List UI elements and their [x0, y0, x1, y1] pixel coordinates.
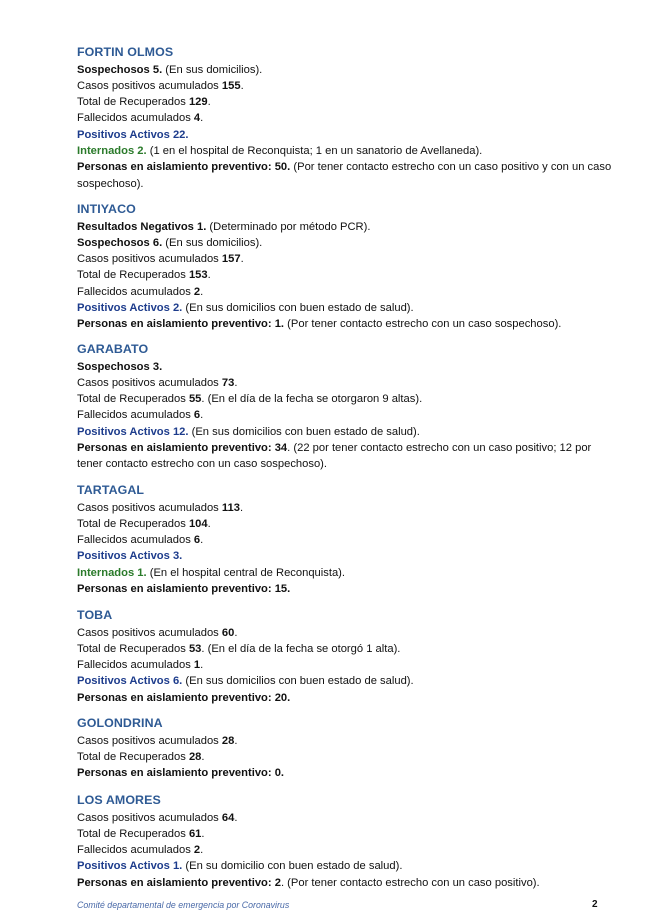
section-heading: TOBA: [77, 608, 113, 622]
stat-line: [77, 94, 617, 110]
footer-text: Comité departamental de emergencia por Coronavirus: [77, 900, 290, 910]
stat-line: [77, 375, 617, 391]
stat-line: [77, 826, 617, 842]
stat-value: 113: [221, 501, 240, 514]
stat-label: Positivos Activos 1.: [77, 860, 183, 873]
stat-label: Fallecidos acumulados: [77, 285, 194, 298]
stat-note: .: [200, 534, 204, 547]
stat-value: 2: [193, 285, 201, 298]
stat-note: .: [201, 827, 205, 840]
stat-line: [77, 440, 617, 473]
stat-line: [77, 733, 617, 749]
stat-value: 4: [193, 112, 201, 125]
stat-line: [77, 858, 617, 874]
stat-line: [77, 749, 617, 765]
section-heading: GARABATO: [77, 342, 149, 356]
section-heading: LOS AMORES: [77, 793, 161, 807]
stat-value: (En sus domicilios).: [162, 236, 263, 249]
stat-value: 129: [188, 96, 208, 109]
stat-line: [77, 532, 617, 548]
stat-line: [77, 300, 617, 316]
stat-note: .: [201, 750, 205, 763]
stat-value: 28: [188, 750, 202, 763]
stat-line: [77, 143, 617, 159]
section-toba: [77, 607, 617, 706]
stat-line: [77, 424, 617, 440]
stat-label: Positivos Activos 3.: [77, 550, 183, 563]
section-intiyaco: [77, 201, 617, 333]
stat-label: Resultados Negativos 1.: [77, 220, 207, 233]
stat-label: Positivos Activos 6.: [77, 675, 183, 688]
section-heading: TARTAGAL: [77, 483, 145, 497]
stat-note: .: [200, 112, 204, 125]
stat-line: [77, 765, 617, 781]
stat-label: Personas en aislamiento preventivo: 2: [77, 876, 281, 889]
section-garabato: [77, 341, 617, 473]
stat-value: (Por tener contacto estrecho con un caso positivo y con un caso sospechoso).: [77, 161, 612, 190]
stat-note: .: [234, 626, 238, 639]
stat-label: Casos positivos acumulados: [77, 253, 222, 266]
stat-note: .: [200, 285, 204, 298]
stat-value: (En su domicilio con buen estado de salud).: [182, 860, 403, 873]
stat-line: [77, 284, 617, 300]
stat-value: (En sus domicilios con buen estado de salud).: [182, 675, 414, 688]
stat-value: 55: [188, 393, 202, 406]
stat-value: (En sus domicilios con buen estado de salud).: [182, 301, 414, 314]
stat-label: Personas en aislamiento preventivo: 50.: [77, 161, 291, 174]
stat-value: . (22 por tener contacto estrecho con un caso positivo; 12 por tener contacto estrecho con un caso sospechoso).: [77, 441, 592, 471]
stat-value: (1 en el hospital de Reconquista; 1 en un sanatorio de Avellaneda).: [146, 144, 483, 157]
section-fortin-olmos: [77, 44, 617, 192]
stat-label: Total de Recuperados: [77, 96, 189, 109]
stat-label: Total de Recuperados: [77, 269, 189, 282]
stat-note: .: [200, 659, 204, 672]
stat-label: Fallecidos acumulados: [77, 534, 194, 547]
stat-label: Fallecidos acumulados: [77, 409, 194, 422]
stat-line: [77, 690, 617, 706]
stat-line: [77, 127, 617, 143]
stat-label: Fallecidos acumulados: [77, 844, 194, 857]
stat-value: 6: [193, 409, 201, 422]
stat-value: 155: [221, 79, 241, 92]
stat-note: .: [234, 811, 238, 824]
stat-value: 53: [188, 642, 202, 655]
stat-note: .: [239, 501, 244, 514]
stat-label: Personas en aislamiento preventivo: 0.: [77, 767, 285, 780]
stat-note: .: [200, 844, 204, 857]
stat-label: Total de Recuperados: [77, 642, 189, 655]
section-heading: FORTIN OLMOS: [77, 45, 174, 59]
stat-label: Casos positivos acumulados: [77, 79, 222, 92]
stat-line: [77, 581, 617, 597]
stat-note: .: [234, 376, 238, 389]
stat-value: (En sus domicilios).: [162, 63, 263, 76]
stat-note: .: [234, 734, 238, 747]
stat-value: 28: [221, 734, 235, 747]
stat-note: .: [207, 269, 211, 282]
stat-label: Fallecidos acumulados: [77, 659, 194, 672]
stat-value: (En el hospital central de Reconquista).: [146, 566, 346, 579]
stat-value: 157: [221, 253, 241, 266]
stat-line: [77, 110, 617, 126]
stat-value: 153: [188, 269, 208, 282]
stat-label: Casos positivos acumulados: [77, 501, 222, 514]
stat-note: .: [207, 96, 211, 109]
stat-line: [77, 548, 617, 564]
stat-line: [77, 78, 617, 94]
stat-line: [77, 565, 617, 581]
stat-line: [77, 641, 617, 657]
stat-label: Casos positivos acumulados: [77, 626, 222, 639]
stat-value: 64: [221, 811, 235, 824]
stat-note: . (En el día de la fecha se otorgó 1 alta).: [201, 642, 401, 655]
stat-line: [77, 62, 617, 78]
section-los-amores: [77, 792, 617, 891]
stat-line: [77, 657, 617, 673]
stat-value: 73: [221, 376, 235, 389]
stat-label: Total de Recuperados: [77, 750, 189, 763]
stat-value: 61: [188, 827, 202, 840]
stat-line: [77, 500, 617, 516]
stat-label: Total de Recuperados: [77, 393, 189, 406]
stat-line: [77, 219, 617, 235]
stat-line: [77, 391, 617, 407]
stat-line: [77, 159, 617, 192]
stat-note: .: [200, 409, 204, 422]
stat-label: Internados 1.: [77, 566, 147, 579]
stat-line: [77, 516, 617, 532]
stat-value: 2: [193, 844, 201, 857]
stat-label: Total de Recuperados: [77, 517, 189, 530]
stat-line: [77, 407, 617, 423]
stat-label: Casos positivos acumulados: [77, 811, 222, 824]
stat-label: Positivos Activos 12.: [77, 425, 189, 438]
stat-line: [77, 235, 617, 251]
stat-line: [77, 625, 617, 641]
stat-line: [77, 842, 617, 858]
stat-line: [77, 267, 617, 283]
stat-value: . (Por tener contacto estrecho con un caso positivo).: [280, 876, 540, 889]
stat-note: . (En el día de la fecha se otorgaron 9 altas).: [201, 393, 423, 406]
stat-label: Internados 2.: [77, 144, 147, 157]
stat-label: Personas en aislamiento preventivo: 34: [77, 441, 288, 454]
stat-value: 1: [193, 659, 201, 672]
stat-value: 6: [193, 534, 201, 547]
stat-line: [77, 359, 617, 375]
stat-line: [77, 810, 617, 826]
stat-note: .: [240, 79, 244, 92]
stat-value: (Determinado por método PCR).: [206, 220, 371, 233]
stat-label: Casos positivos acumulados: [77, 734, 222, 747]
section-golondrina: [77, 715, 617, 781]
stat-label: Sospechosos 5.: [77, 63, 163, 76]
stat-label: Casos positivos acumulados: [77, 376, 222, 389]
stat-line: [77, 875, 617, 891]
section-tartagal: [77, 482, 617, 597]
stat-line: [77, 316, 617, 332]
section-heading: GOLONDRINA: [77, 716, 163, 730]
stat-value: (Por tener contacto estrecho con un caso sospechoso).: [284, 318, 562, 331]
stat-label: Fallecidos acumulados: [77, 112, 194, 125]
page-number: 2: [592, 899, 598, 910]
stat-value: 104: [188, 517, 208, 530]
stat-label: Personas en aislamiento preventivo: 1.: [77, 318, 285, 331]
stat-line: [77, 251, 617, 267]
stat-label: Personas en aislamiento preventivo: 15.: [77, 582, 291, 595]
stat-label: Sospechosos 6.: [77, 236, 163, 249]
stat-value: 60: [221, 626, 235, 639]
stat-note: .: [240, 253, 244, 266]
stat-label: Sospechosos 3.: [77, 360, 163, 373]
stat-note: .: [207, 517, 211, 530]
stat-label: Personas en aislamiento preventivo: 20.: [77, 691, 291, 704]
stat-value: (En sus domicilios con buen estado de salud).: [188, 425, 420, 438]
stat-label: Positivos Activos 22.: [77, 128, 189, 141]
stat-line: [77, 673, 617, 689]
stat-label: Positivos Activos 2.: [77, 301, 183, 314]
section-heading: INTIYACO: [77, 202, 136, 216]
stat-label: Total de Recuperados: [77, 827, 189, 840]
